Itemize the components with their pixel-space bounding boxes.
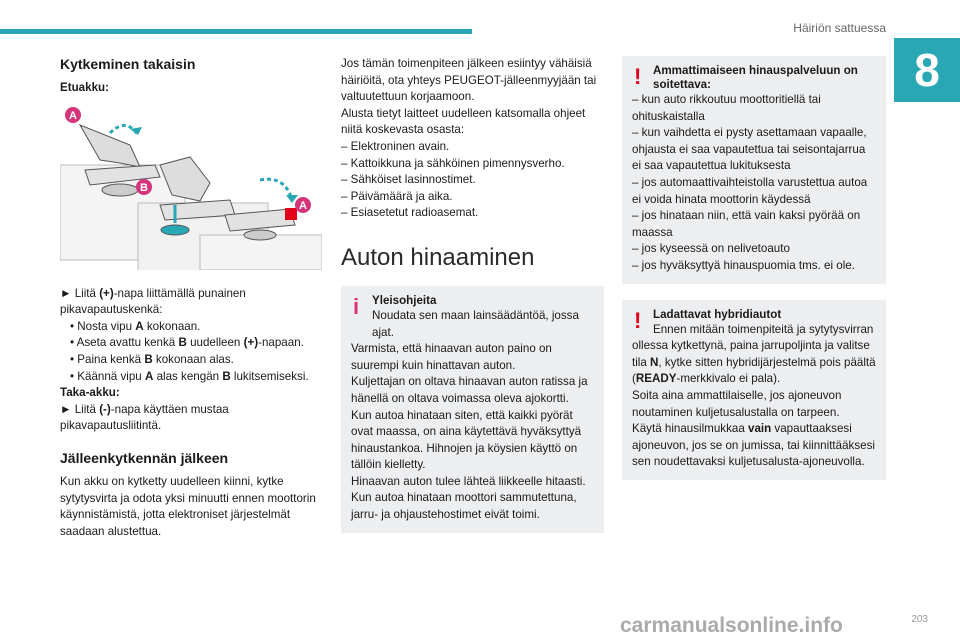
reinit-intro-2: Alusta tietyt laitteet uudelleen katsomalla ohjeet niitä koskevasta osasta: — [341, 106, 586, 137]
warning-box-title: Ammattimaiseen hinauspalveluun on soitettava: — [653, 64, 858, 91]
info-box-title: Yleisohjeita — [372, 293, 437, 307]
warning-line: – jos kyseessä on nelivetoauto — [632, 242, 790, 256]
info-line: Kun autoa hinataan moottori sammutettuna, jarru- ja ohjaustehostimet eivät toimi. — [351, 491, 577, 522]
hybrid-line-2: Soita aina ammattilaiselle, jos ajoneuvon noutaminen kuljetusalustalla on tarpeen. — [632, 388, 842, 419]
warning-line: – kun vaihdetta ei pysty asettamaan vapaalle, ohjausta ei saa vapautettua tai seisontajarrua ei saa vapautettua lukituksesta — [632, 126, 867, 173]
warning-line: – jos hyväksyttyä hinauspuomia tms. ei ole. — [632, 258, 855, 272]
hybrid-line-3: Käytä hinausilmukkaa vain vapauttaaksesi ajoneuvon, jos se on jumissa, tai kiinnittääksesi sen noudettavaksi kuljetusalusta-ajoneuvolla. — [632, 422, 875, 469]
info-line: Varmista, että hinaavan auton paino on suurempi kuin hinattavan auton. — [351, 342, 552, 372]
section-title: Häiriön sattuessa — [793, 21, 886, 35]
hybrid-line-1: Ennen mitään toimenpiteitä ja sytytysvirran ollessa kytkettynä, paina jarrupoljinta ja valitse tila N, kytke sitten hybridijärjestelmä pois päältä (READY-merkkivalo ei pala). — [632, 322, 876, 386]
rear-battery-label: Taka-akku: — [60, 386, 120, 400]
warning-icon: ! — [634, 64, 642, 89]
warning-line: – kun auto rikkoutuu moottoritiellä tai ohituskaistalla — [632, 93, 821, 123]
info-line: Kun autoa hinataan siten, että kaikki pyörät ovat maassa, on aina käytettävä hyväksyttyä hinaustankoa. Hihnojen ja köysien käyttö on tällöin kielletty. — [351, 408, 582, 472]
warning-box-professional — [622, 56, 886, 284]
column-3 — [622, 56, 886, 480]
front-battery-label: Etuakku: — [60, 81, 109, 94]
warning-line: – jos automaattivaihteistolla varustettua autoa ei voida hinata moottorin käydessä — [632, 175, 868, 206]
reinit-item: – Kattoikkuna ja sähköinen pimennysverho. — [341, 156, 565, 170]
battery-clamp-illustration — [60, 105, 322, 270]
warning-icon: ! — [634, 307, 642, 333]
warning-line: – jos hinataan niin, että vain kaksi pyörää on maassa — [632, 209, 861, 239]
column-1 — [60, 56, 325, 540]
heading-reconnect: Kytkeminen takaisin — [60, 56, 196, 72]
label-a-first: A — [69, 109, 77, 122]
info-icon: i — [353, 293, 360, 319]
info-line: Noudata sen maan lainsäädäntöä, jossa ajat. — [372, 308, 579, 339]
info-line: Kuljettajan on oltava hinaavan auton ratissa ja hänellä on oltava voimassa oleva ajokortti. — [351, 375, 588, 405]
heading-after-reconnect: Jälleenkytkennän jälkeen — [60, 449, 229, 466]
towing-heading: Auton hinaaminen — [341, 243, 535, 271]
bullet-lift-lever: • Nosta vipu A kokonaan. — [70, 319, 201, 333]
reinit-item: – Sähköiset lasinnostimet. — [341, 173, 476, 187]
battery-clamp-figure — [60, 105, 322, 270]
reinit-item: – Elektroninen avain. — [341, 139, 450, 153]
after-reconnect-text: Kun akku on kytketty uudelleen kiinni, kytke sytytysvirta ja odota yksi minuutti ennen moottorin käynnistämistä, jotta elektroniset järjestelmät saadaan alustettua. — [60, 474, 316, 538]
warning-box-hybrid — [622, 300, 886, 480]
bullet-place-clamp: • Aseta avattu kenkä B uudelleen (+)-napaan. — [70, 336, 304, 350]
page-number: 203 — [911, 614, 928, 625]
chapter-number: 8 — [894, 38, 960, 102]
header-accent-bar — [0, 29, 472, 34]
bullet-press-clamp: • Paina kenkä B kokonaan alas. — [70, 352, 234, 366]
reinit-intro: Jos tämän toimenpiteen jälkeen esiintyy vähäisiä häiriöitä, ota yhteys PEUGEOT-jälleenmyyjään tai valtuutettuun korjaamoon. — [341, 57, 597, 104]
step-rear-connect: ► Liitä (-)-napa käyttäen mustaa pikavapautusliitintä. — [60, 402, 229, 433]
bullet-lower-lever: • Käännä vipu A alas kengän B lukitsemiseksi. — [70, 369, 309, 383]
watermark: carmanualsonline.info — [620, 614, 843, 637]
info-line: Hinaavan auton tulee lähteä liikkeelle hitaasti. — [351, 474, 586, 488]
label-b: B — [140, 181, 148, 194]
column-2 — [341, 56, 604, 533]
hybrid-box-title: Ladattavat hybridiautot — [653, 307, 782, 321]
reinit-item: – Esiasetetut radioasemat. — [341, 206, 479, 220]
info-box-general — [341, 286, 604, 533]
label-a-second: A — [299, 199, 307, 212]
reinit-item: – Päivämäärä ja aika. — [341, 189, 453, 203]
step-front-connect: ► Liitä (+)-napa liittämällä punainen pikavapautuskenkä: — [60, 286, 246, 317]
